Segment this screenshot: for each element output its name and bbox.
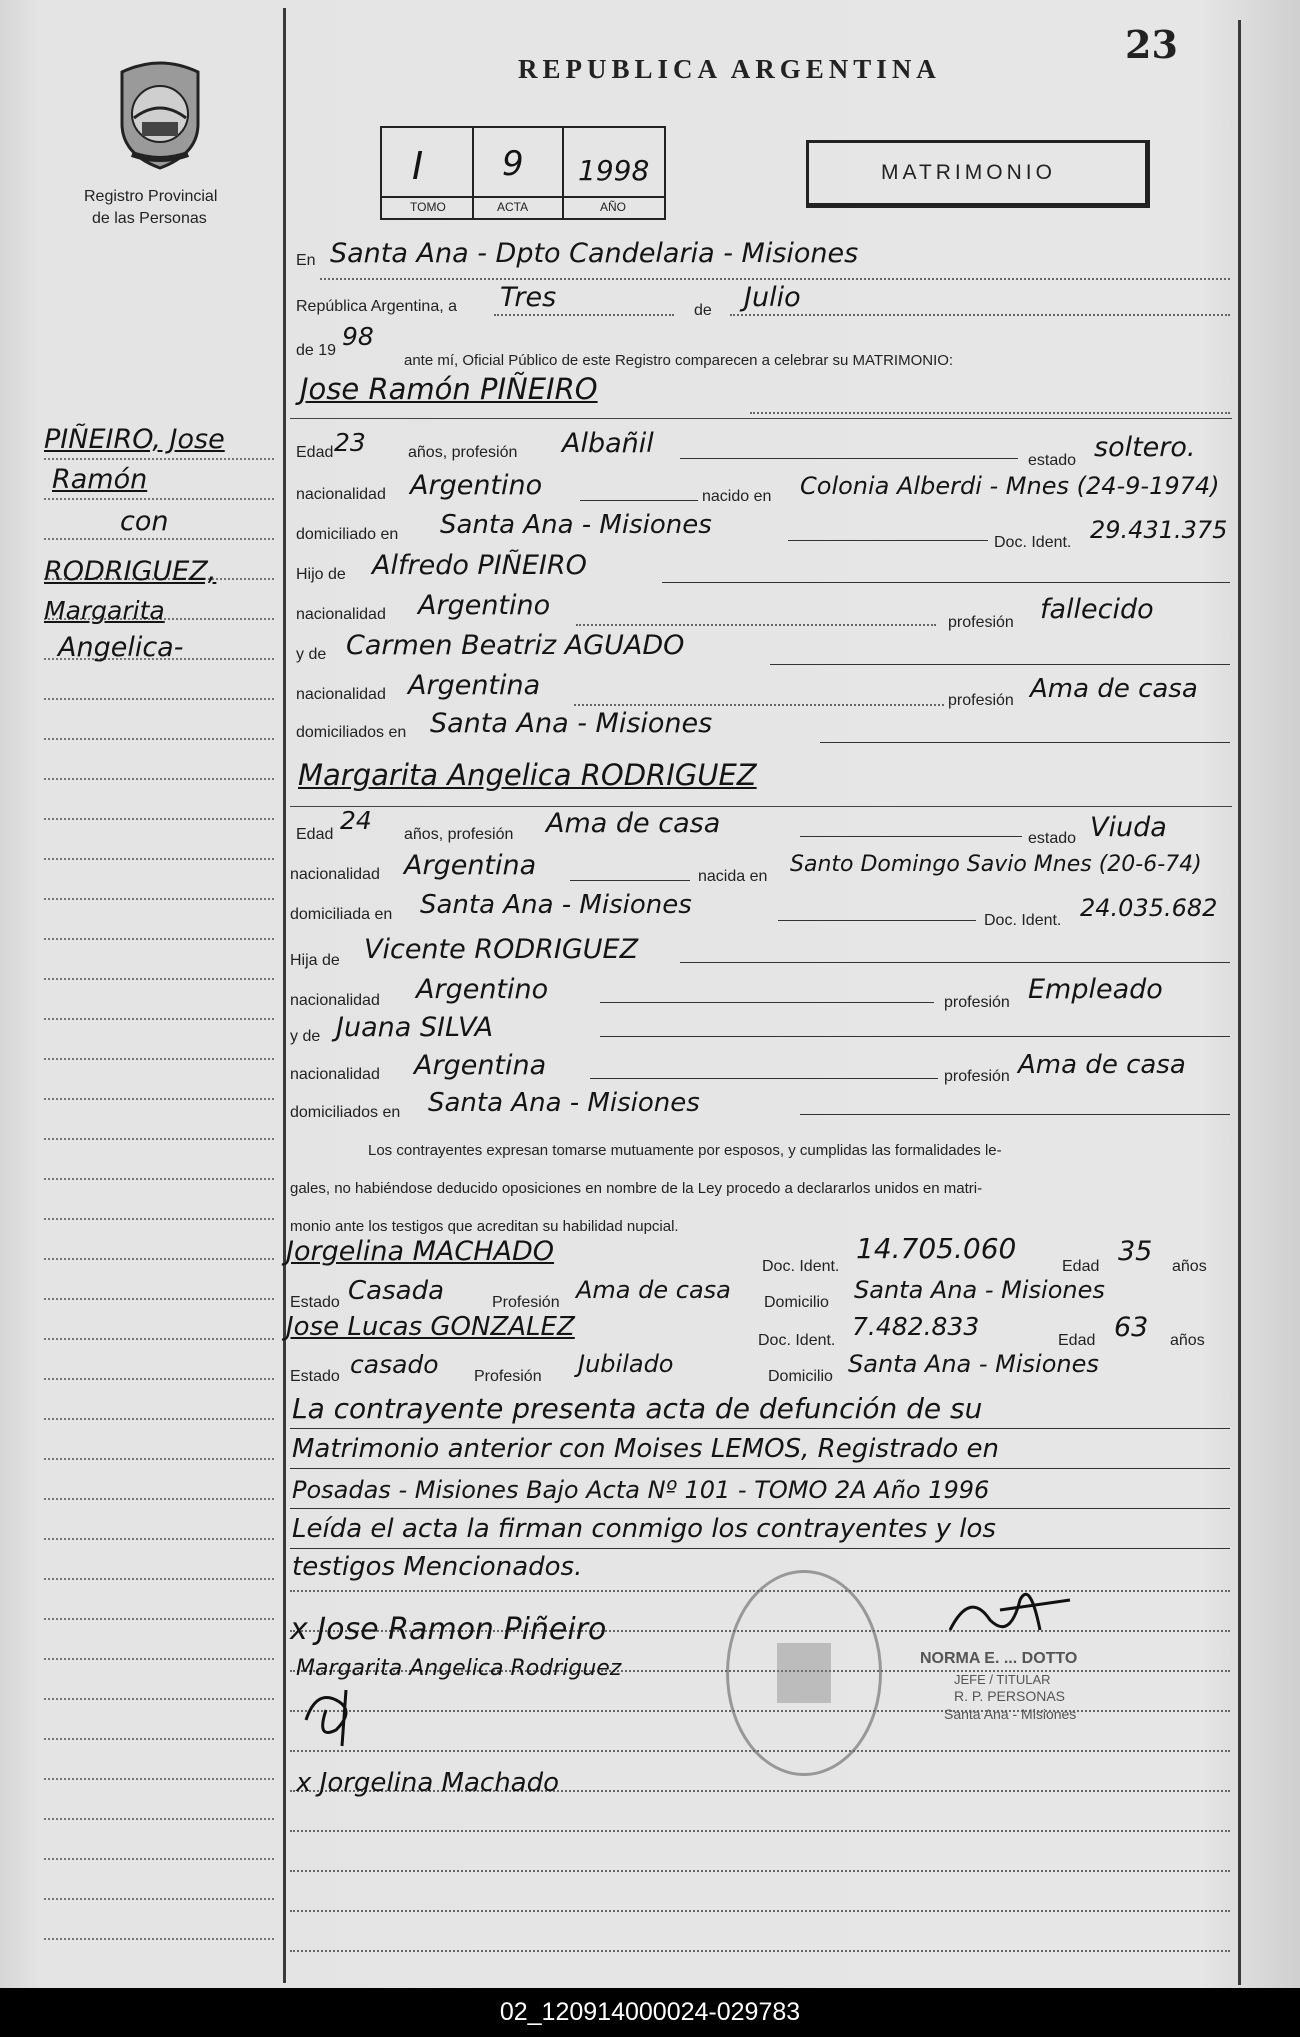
groom-madre-prof: Ama de casa [1030,674,1198,704]
formal-text-line-2: gales, no habiéndose deducido oposiciones en nombre de la Ley procedo a declararlos unidos en matri- [290,1180,983,1197]
groom-padre-prof-label: profesión [948,614,1014,631]
witness2-estado: casado [350,1350,439,1379]
bride-madre-prof: Ama de casa [1018,1050,1186,1080]
bride-nacionalidad: Argentina [404,850,537,881]
bride-domicilio: Santa Ana - Misiones [420,890,692,920]
official-stamp-line-4: Santa Ana - Misiones [944,1706,1077,1722]
bride-nacionalidad-label: nacionalidad [290,866,380,883]
bride-padre: Vicente RODRIGUEZ [364,934,639,965]
groom-madre: Carmen Beatriz AGUADO [346,630,685,661]
groom-nacido-label: nacido en [702,488,772,505]
groom-hijo-label: Hijo de [296,566,346,583]
groom-doc: 29.431.375 [1090,516,1228,544]
margin-divider-line [283,8,286,1983]
witness1-estado: Casada [348,1276,445,1306]
groom-padre: Alfredo PIÑEIRO [372,550,587,581]
signature-witness2-mark [296,1680,386,1750]
bride-estado-label: estado [1028,830,1077,847]
witness1-dom: Santa Ana - Misiones [854,1276,1105,1304]
note-line-4: Leída el acta la firman conmigo los contrayentes y los [292,1514,996,1544]
right-border-line [1238,20,1241,1985]
country-prefix: República Argentina, a [296,298,457,315]
acta-value: 9 [502,144,524,184]
witness1-name: Jorgelina MACHADO [286,1236,555,1267]
witness1-estado-label: Estado [290,1294,340,1311]
groom-edad-label: Edad [296,444,334,461]
witness2-dom-label: Domicilio [768,1368,833,1385]
witness1-doc-label: Doc. Ident. [762,1258,840,1275]
margin-note-line-2: Ramón [52,464,148,495]
de-label: de [694,302,712,319]
witness1-dom-label: Domicilio [764,1294,829,1311]
margin-note-line-6: Angelica- [58,632,184,663]
bride-name: Margarita Angelica RODRIGUEZ [298,758,757,792]
year-prefix: de 19 [296,342,337,359]
groom-domicilio: Santa Ana - Misiones [440,510,712,540]
groom-nacido: Colonia Alberdi - Mnes (24-9-1974) [800,472,1220,500]
bride-nacida-label: nacida en [698,868,768,885]
witness2-doc-label: Doc. Ident. [758,1332,836,1349]
place-label: En [296,252,316,269]
bride-domiciliada-label: domiciliada en [290,906,393,923]
margin-note-line-1: PIÑEIRO, Jose [44,424,225,455]
page-number: 23 [1125,22,1178,67]
groom-padre-prof: fallecido [1040,594,1154,625]
bride-edad-label: Edad [296,826,334,843]
bride-padre-nac-label: nacionalidad [290,992,380,1009]
formal-text-line-3: monio ante los testigos que acreditan su habilidad nupcial. [290,1218,679,1235]
groom-profesion: Albañil [562,428,654,459]
footer-bar [0,1988,1300,2037]
bride-padres-dom: Santa Ana - Misiones [428,1088,700,1118]
groom-domiciliados-label: domiciliados en [296,724,407,741]
witness2-prof: Jubilado [578,1350,674,1378]
groom-yde-label: y de [296,646,327,663]
registry-line-2: de las Personas [92,210,207,227]
bride-anios-profesion-label: años, profesión [404,826,514,843]
document-type-box [806,140,1150,208]
formal-text-line-1: Los contrayentes expresan tomarse mutuamente por esposos, y cumplidas las formalidades le- [368,1142,1002,1159]
groom-domiciliado-label: domiciliado en [296,526,399,543]
groom-madre-nac: Argentina [408,670,541,701]
bride-hija-label: Hija de [290,952,340,969]
groom-anios-profesion-label: años, profesión [408,444,518,461]
bride-doc: 24.035.682 [1080,894,1218,922]
bride-estado: Viuda [1090,812,1167,843]
bride-madre: Juana SILVA [336,1012,494,1043]
anio-label: AÑO [600,200,627,214]
witness1-edad-label: Edad [1062,1258,1100,1275]
groom-padres-dom: Santa Ana - Misiones [430,708,713,739]
country-title: REPUBLICA ARGENTINA [518,54,941,84]
province-seal-icon [112,58,208,170]
groom-name: Jose Ramón PIÑEIRO [300,372,598,406]
groom-estado: soltero. [1094,432,1196,463]
note-line-1: La contrayente presenta acta de defunción de su [292,1392,983,1425]
tomo-value: I [412,144,424,188]
bride-madre-nac: Argentina [414,1050,547,1081]
witness2-dom: Santa Ana - Misiones [848,1350,1099,1378]
bride-edad: 24 [340,806,372,835]
bride-padre-prof: Empleado [1028,974,1163,1005]
witness1-prof-label: Profesión [492,1294,560,1311]
note-line-3: Posadas - Misiones Bajo Acta Nº 101 - TOMO 2A Año 1996 [292,1476,990,1504]
official-stamp-line-2: JEFE / TITULAR [954,1672,1051,1687]
groom-madre-prof-label: profesión [948,692,1014,709]
witness1-prof: Ama de casa [576,1276,731,1304]
bride-nacida: Santo Domingo Savio Mnes (20-6-74) [790,852,1202,877]
day-value: Tres [500,282,557,313]
groom-madre-nac-label: nacionalidad [296,686,386,703]
bride-profesion: Ama de casa [546,808,721,839]
footer-id: 02_120914000024-029783 [499,1998,801,2026]
witness2-anios-label: años [1170,1332,1205,1349]
record-number-box [380,126,666,220]
bride-madre-nac-label: nacionalidad [290,1066,380,1083]
groom-edad: 23 [334,428,366,457]
registry-line-1: Registro Provincial [84,188,218,205]
month-value: Julio [744,282,801,313]
signature-groom: x Jose Ramon Piñeiro [290,1612,607,1647]
witness1-edad: 35 [1118,1236,1153,1267]
margin-note-line-4: RODRIGUEZ, [44,556,217,587]
official-stamp-line-3: R. P. PERSONAS [954,1688,1066,1704]
acta-label: ACTA [497,200,529,214]
witness2-prof-label: Profesión [474,1368,542,1385]
witness2-edad: 63 [1114,1312,1149,1343]
note-line-5: testigos Mencionados. [292,1552,583,1582]
witness1-anios-label: años [1172,1258,1207,1275]
year-value: 98 [342,322,374,351]
bride-madre-prof-label: profesión [944,1068,1010,1085]
witness2-estado-label: Estado [290,1368,340,1385]
witness1-doc: 14.705.060 [856,1232,1017,1265]
official-signature-mark [940,1570,1080,1650]
witness2-name: Jose Lucas GONZALEZ [286,1312,575,1342]
witness2-edad-label: Edad [1058,1332,1096,1349]
groom-padre-nac-label: nacionalidad [296,606,386,623]
groom-doc-label: Doc. Ident. [994,534,1072,551]
tomo-label: TOMO [410,200,446,214]
place-value: Santa Ana - Dpto Candelaria - Misiones [330,238,859,269]
groom-nacionalidad-label: nacionalidad [296,486,386,503]
note-line-2: Matrimonio anterior con Moises LEMOS, Registrado en [292,1434,999,1464]
signature-bride: Margarita Angelica Rodriguez [296,1656,622,1681]
signature-witness1: x Jorgelina Machado [296,1768,560,1798]
official-stamp-line-1: NORMA E. ... DOTTO [920,1650,1078,1667]
bride-yde-label: y de [290,1028,321,1045]
document-type: MATRIMONIO [881,161,1056,184]
margin-note-line-3: con [120,506,169,537]
bride-doc-label: Doc. Ident. [984,912,1062,929]
witness2-doc: 7.482.833 [852,1312,980,1341]
bride-padre-prof-label: profesión [944,994,1010,1011]
margin-note-line-5: Margarita [44,596,165,625]
registry-seal-stamp [726,1570,882,1776]
groom-nacionalidad: Argentino [410,470,543,501]
groom-estado-label: estado [1028,452,1077,469]
bride-padre-nac: Argentino [416,974,549,1005]
anio-value: 1998 [578,154,650,187]
groom-padre-nac: Argentino [418,590,551,621]
intro-text: ante mí, Oficial Público de este Registro comparecen a celebrar su MATRIMONIO: [404,352,954,369]
bride-domiciliados-label: domiciliados en [290,1104,401,1121]
